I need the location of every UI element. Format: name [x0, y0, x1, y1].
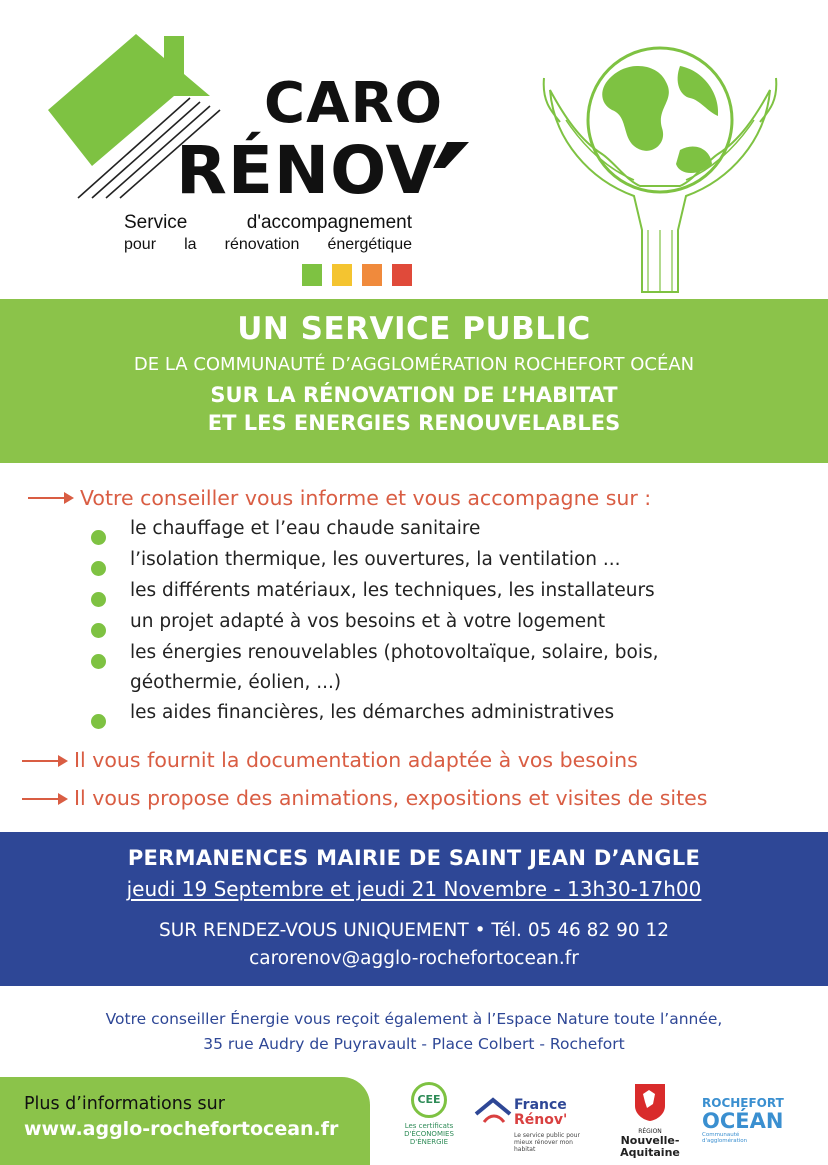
france-renov-word-france: France [514, 1097, 567, 1113]
cee-badge-icon: CEE [411, 1082, 447, 1118]
region-name-line1: Nouvelle- [620, 1134, 680, 1147]
france-renov-word-renov: Rénov' [514, 1112, 568, 1128]
bullet-dot-icon [91, 592, 106, 607]
rochefort-word: ROCHEFORT [702, 1096, 784, 1110]
brand-accent-mark [425, 140, 469, 170]
energy-square-green [302, 264, 322, 286]
brand-name-renov: RÉNOV [176, 132, 438, 209]
list-item-continuation: géothermie, éolien, ...) [130, 672, 342, 693]
france-renov-logo [474, 1092, 594, 1153]
appointment-phone: SUR RENDEZ-VOUS UNIQUEMENT • Tél. 05 46 82 90 12 [158, 920, 670, 941]
banner-title: UN SERVICE PUBLIC [237, 311, 591, 347]
list-item: les différents matériaux, les techniques, les installateurs [130, 580, 655, 601]
brand-name-caro: CARO [264, 71, 444, 136]
region-nouvelle-aquitaine-logo [618, 1082, 682, 1160]
contact-email[interactable]: carorenov@agglo-rochefortocean.fr [249, 948, 579, 969]
energy-square-red [392, 264, 412, 286]
bullet-dot-icon [91, 561, 106, 576]
bullet-dot-icon [91, 623, 106, 638]
public-service-banner [0, 299, 828, 463]
info-box [0, 1077, 370, 1165]
list-item: l’isolation thermique, les ouvertures, la ventilation ... [130, 549, 621, 570]
rochefort-caption: Communauté d'agglomération [702, 1132, 748, 1144]
address-note: 35 rue Audry de Puyravault - Place Colbert - Rochefort [203, 1035, 625, 1053]
region-name-line2: Aquitaine [620, 1146, 680, 1159]
bullet-dot-icon [91, 714, 106, 729]
list-item: les énergies renouvelables (photovoltaïque, solaire, bois, [130, 642, 659, 663]
arrow-right-icon [22, 754, 68, 768]
france-renov-name [514, 1098, 567, 1128]
energy-square-yellow [332, 264, 352, 286]
arrow-right-icon [22, 792, 68, 806]
bullet-dot-icon [91, 530, 106, 545]
house-roof-icon [474, 1096, 512, 1126]
list-item: le chauffage et l’eau chaude sanitaire [130, 518, 481, 539]
brand-tagline: Service d'accompagnement [124, 212, 412, 233]
cee-caption: Les certificats D'ÉCONOMIES D'ÉNERGIE [404, 1122, 454, 1146]
permanences-dates: jeudi 19 Septembre et jeudi 21 Novembre - 13h30-17h00 [126, 877, 702, 901]
animations-text: Il vous propose des animations, expositions et visites de sites [74, 786, 708, 810]
energy-square-orange [362, 264, 382, 286]
advisor-lead-text: Votre conseiller vous informe et vous accompagne sur : [80, 486, 652, 510]
globe-hands-icon [530, 30, 790, 302]
info-label: Plus d’informations sur [24, 1094, 225, 1114]
espace-nature-note: Votre conseiller Énergie vous reçoit également à l’Espace Nature toute l’année, [105, 1010, 723, 1028]
cee-logo [398, 1082, 460, 1160]
rochefort-ocean-logo [702, 1096, 782, 1152]
list-item: les aides financières, les démarches administratives [130, 702, 615, 723]
energy-scale [302, 264, 412, 286]
ocean-word: OCÉAN [702, 1109, 784, 1133]
france-renov-tagline: Le service public pour mieux rénover mon habitat [514, 1132, 580, 1153]
website-link[interactable]: www.agglo-rochefortocean.fr [24, 1118, 339, 1140]
region-shield-icon [633, 1082, 667, 1122]
documentation-text: Il vous fournit la documentation adaptée à vos besoins [74, 748, 638, 772]
brand-tagline-2: pour la rénovation énergétique [124, 236, 412, 253]
list-item: un projet adapté à vos besoins et à votre logement [130, 611, 606, 632]
banner-subtitle: DE LA COMMUNAUTÉ D’AGGLOMÉRATION ROCHEFORT OCÉAN [133, 354, 695, 375]
permanences-title: PERMANENCES MAIRIE DE SAINT JEAN D’ANGLE [127, 846, 701, 870]
permanences-banner [0, 832, 828, 986]
region-label: RÉGION [638, 1128, 662, 1135]
banner-line-energies: ET LES ENERGIES RENOUVELABLES [207, 411, 621, 435]
arrow-right-icon [28, 491, 74, 505]
banner-line-habitat: SUR LA RÉNOVATION DE L’HABITAT [210, 383, 618, 407]
bullet-dot-icon [91, 654, 106, 669]
